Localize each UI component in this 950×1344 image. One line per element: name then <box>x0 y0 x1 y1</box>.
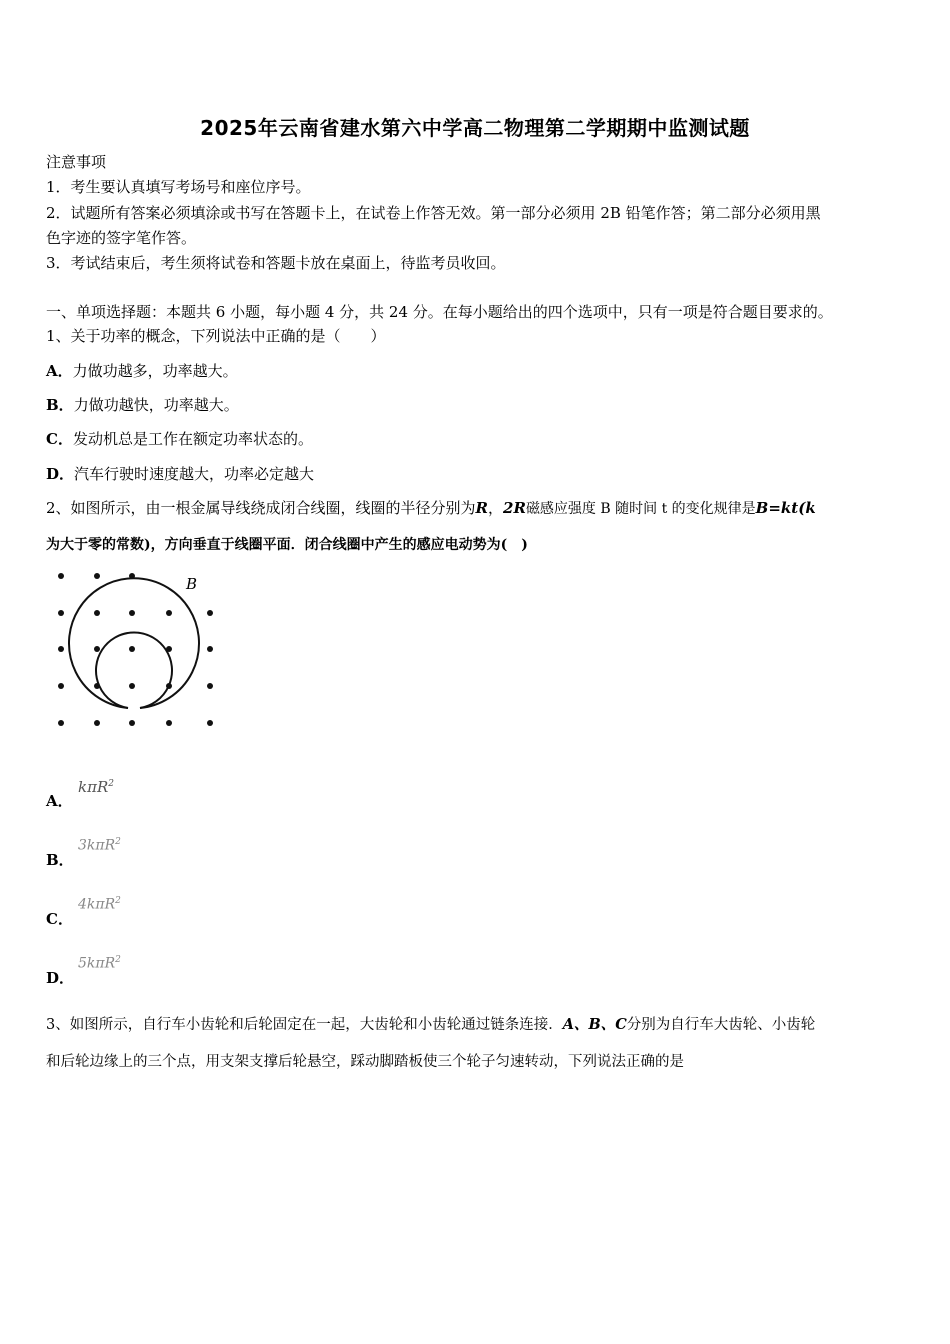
q2-sep: ， <box>488 499 504 517</box>
magnetic-field-coil-figure <box>50 568 225 738</box>
notice-item-3: 3．考试结束后，考生须将试卷和答题卡放在桌面上，待监考员收回。 <box>46 254 506 272</box>
option-label: D． <box>46 969 75 987</box>
q3-stem-line2: 和后轮边缘上的三个点，用支架支撑后轮悬空，踩动脚踏板使三个轮子匀速转动，下列说法正确的是 <box>46 1054 684 1070</box>
q2-option-b-formula <box>78 837 121 854</box>
formula-text: 5kπR <box>78 955 116 972</box>
outer-coil <box>69 578 199 708</box>
q2-option-d-formula <box>78 955 121 972</box>
formula-exp: 2 <box>115 837 121 847</box>
notice-item-1: 1．考生要认真填写考场号和座位序号。 <box>46 178 311 196</box>
option-text: 汽车行驶时速度越大，功率必定越大 <box>74 465 315 483</box>
formula-exp: 2 <box>115 896 121 906</box>
q1-option-c <box>46 429 313 449</box>
option-label: A． <box>46 362 73 380</box>
formula-text: kπR <box>78 778 109 796</box>
q2-radius-2r: 2R <box>503 499 526 517</box>
option-label: D． <box>46 465 75 483</box>
q2-option-b-label <box>46 850 74 870</box>
formula-exp: 2 <box>115 955 121 965</box>
q1-option-b <box>46 395 239 415</box>
field-label-b: B <box>186 575 198 593</box>
q2-option-a-label <box>46 791 73 811</box>
q2-stem-text-b: 磁感应强度 B 随时间 t 的变化规律是 <box>525 501 756 517</box>
formula-text: 3kπR <box>78 837 116 854</box>
q2-radius-r: R <box>475 499 489 517</box>
notice-item-2-cont: 色字迹的签字笔作答。 <box>46 229 197 247</box>
formula-text: 4kπR <box>78 896 116 913</box>
notice-heading: 注意事项 <box>46 153 107 171</box>
q2-stem-line1 <box>46 498 816 519</box>
q3-points: A、B、C <box>562 1016 627 1033</box>
field-dots <box>58 573 213 726</box>
q2-law: B=kt(k <box>755 499 816 517</box>
q1-stem: 1、关于功率的概念，下列说法中正确的是（ ） <box>46 327 386 345</box>
q2-option-d-label <box>46 968 74 988</box>
q3-stem-line1 <box>46 1015 815 1035</box>
option-text: 力做功越快，功率越大。 <box>73 396 239 414</box>
option-label: A． <box>46 792 73 810</box>
q2-option-c-formula <box>78 896 121 913</box>
q2-option-c-label <box>46 909 73 929</box>
inner-coil <box>96 632 172 708</box>
option-label: C． <box>46 910 73 928</box>
q2-option-a-formula <box>78 778 114 796</box>
q1-option-a <box>46 361 238 381</box>
q2-stem-line2: 为大于零的常数)，方向垂直于线圈平面．闭合线圈中产生的感应电动势为( ) <box>46 537 528 553</box>
q1-option-d <box>46 464 314 484</box>
formula-exp: 2 <box>108 779 114 789</box>
option-label: C． <box>46 430 73 448</box>
option-label: B． <box>46 396 74 414</box>
option-text: 力做功越多，功率越大。 <box>72 362 238 380</box>
option-text: 发动机总是工作在额定功率状态的。 <box>72 430 313 448</box>
q3-stem-text-b: 分别为自行车大齿轮、小齿轮 <box>626 1017 816 1033</box>
option-label: B． <box>46 851 74 869</box>
notice-item-2: 2．试题所有答案必须填涂或书写在答题卡上，在试卷上作答无效。第一部分必须用 2B 铅笔作答；第二部分必须用黑 <box>46 204 821 222</box>
q3-stem-text: 3、如图所示，自行车小齿轮和后轮固定在一起，大齿轮和小齿轮通过链条连接． <box>46 1017 563 1033</box>
page-title: 2025年云南省建水第六中学高二物理第二学期期中监测试题 <box>200 116 750 140</box>
q2-stem-text: 2、如图所示，由一根金属导线绕成闭合线圈，线圈的半径分别为 <box>46 499 476 517</box>
section-heading: 一、单项选择题：本题共 6 小题，每小题 4 分，共 24 分。在每小题给出的四个选项中，只有一项是符合题目要求的。 <box>46 303 833 321</box>
